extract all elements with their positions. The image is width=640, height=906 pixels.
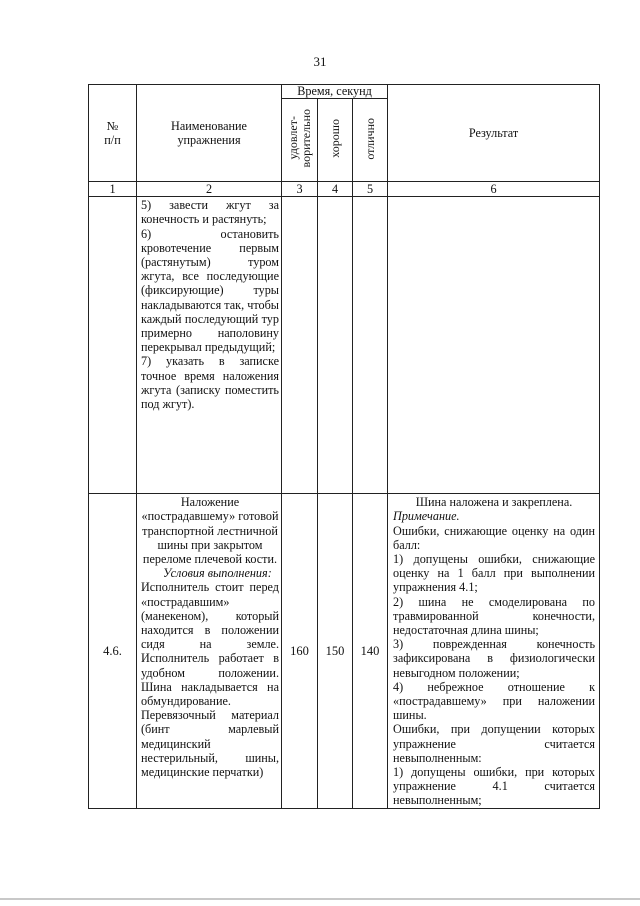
col-number-4: 4 [318, 182, 353, 197]
header-time-good-label: хорошо [327, 119, 342, 158]
scan-edge-line [0, 898, 640, 900]
row2-result-line: Ошибки, снижающие оценку на один балл: [393, 523, 596, 552]
table-row [89, 197, 600, 494]
header-name: Наименование упражнения [137, 85, 282, 182]
header-time-satisfactory [282, 99, 318, 182]
row1-time-excellent [353, 197, 388, 494]
row1-step-7: 7) указать в записке точное время наложения жгута (записку поместить под жгут). [141, 354, 279, 412]
row2-result [388, 494, 600, 808]
row2-result-line: 1) допущены ошибки, при которых упражнение 4.1 считается невыполненным; [393, 765, 596, 808]
row2-time-good: 150 [318, 494, 353, 808]
row1-time-satisfactory [282, 197, 318, 494]
table-row [89, 494, 600, 808]
row2-num: 4.6. [89, 494, 137, 808]
row1-step-5: 5) завести жгут за конечность и растянуть; [141, 198, 279, 227]
row1-result [388, 197, 600, 494]
header-row-1 [89, 85, 600, 99]
row1-num [89, 197, 137, 494]
header-time-excellent [353, 99, 388, 182]
header-time-group: Время, секунд [282, 85, 388, 99]
header-num: № п/п [89, 85, 137, 182]
row2-materials: Перевязочный материал (бинт марлевый медицинский нестерильный, шины, медицинские перчатки) [141, 708, 279, 780]
row2-result-note: Примечание. [393, 509, 460, 524]
col-number-5: 5 [353, 182, 388, 197]
row2-conditions-label: Условия выполнения: [163, 566, 272, 581]
header-time-good [318, 99, 353, 182]
row2-conditions-text: Исполнитель стоит перед «пострадавшим» (манекеном), который находится в положении сидя на земле. Исполнитель работает в удобном положении. Шина накладывается на обмундирование. [141, 580, 279, 709]
row2-description [137, 494, 282, 808]
row2-result-line: 2) шина не смоделирована по травмированной конечности, недостаточная длина шины; [393, 594, 596, 638]
header-time-satisfactory-label: удовлет- ворительно [285, 109, 313, 168]
column-number-row [89, 182, 600, 197]
header-result: Результат [388, 85, 600, 182]
col-number-2: 2 [137, 182, 282, 197]
row2-result-title: Шина наложена и закреплена. [415, 495, 573, 510]
col-number-6: 6 [388, 182, 600, 197]
row1-time-good [318, 197, 353, 494]
row2-result-line: 4) небрежное отношение к «пострадавшему» при наложении шины. [393, 679, 596, 723]
page-number: 31 [313, 54, 327, 69]
row1-step-6: 6) остановить кровотечение первым (растянутым) туром жгута, все последующие (фиксирующие) туры накладываются так, чтобы каждый последующий тур примерно наполовину перекрывал предыдущий; [141, 226, 279, 355]
row2-result-line: Ошибки, при допущении которых упражнение считается невыполненным: [393, 722, 596, 765]
col-number-3: 3 [282, 182, 318, 197]
col-number-1: 1 [89, 182, 137, 197]
row2-time-satisfactory: 160 [282, 494, 318, 808]
header-time-excellent-label: отлично [362, 117, 377, 160]
row1-description [137, 197, 282, 494]
exercise-table [88, 84, 600, 809]
row2-result-line: 1) допущены ошибки, снижающие оценку на 1 балл при выполнении упражнения 4.1; [393, 552, 596, 595]
row2-time-excellent: 140 [353, 494, 388, 808]
row2-title: Наложение «пострадавшему» готовой транспортной лестничной шины при закрытом переломе плечевой кости. [141, 495, 279, 567]
row2-result-line: 3) поврежденная конечность зафиксирована в физиологически невыгодном положении; [393, 637, 596, 680]
